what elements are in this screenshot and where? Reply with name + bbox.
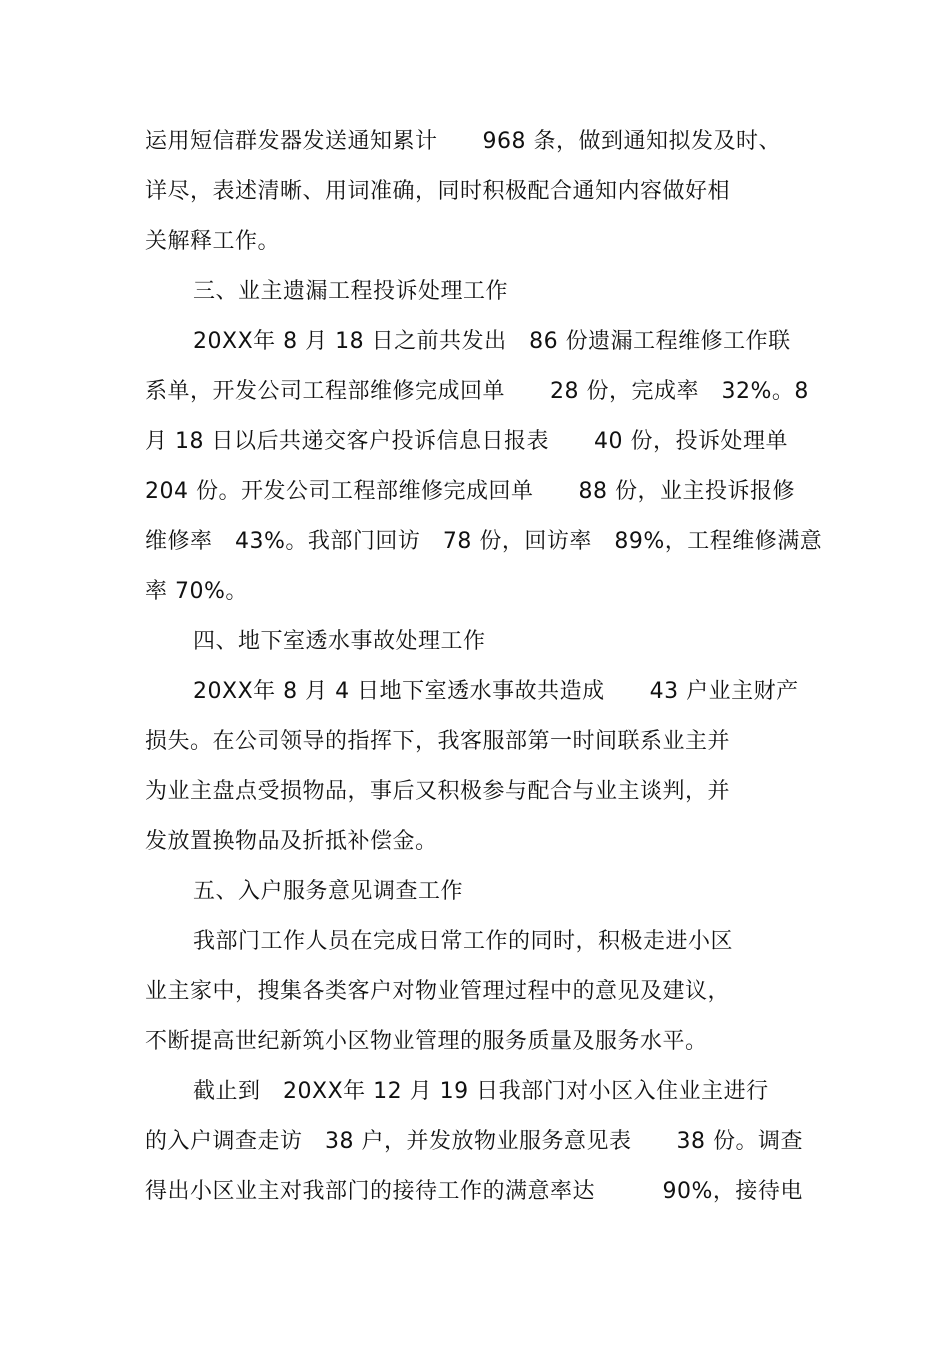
paragraph-line: 发放置换物品及折抵补偿金。 xyxy=(145,829,438,854)
paragraph-line: 截止到 20XX年 12 月 19 日我部门对小区入住业主进行 xyxy=(193,1079,769,1104)
paragraph-line: 的入户调查走访 38 户，并发放物业服务意见表 38 份。调查 xyxy=(145,1129,803,1154)
paragraph-line: 率 70%。 xyxy=(145,579,248,604)
paragraph-line: 不断提高世纪新筑小区物业管理的服务质量及服务水平。 xyxy=(145,1029,708,1054)
section-heading: 四、地下室透水事故处理工作 xyxy=(193,629,486,654)
paragraph-line: 维修率 43%。我部门回访 78 份，回访率 89%，工程维修满意 xyxy=(145,529,823,554)
paragraph-line: 20XX年 8 月 4 日地下室透水事故共造成 43 户业主财产 xyxy=(193,679,799,704)
paragraph-line: 系单，开发公司工程部维修完成回单 28 份，完成率 32%。8 xyxy=(145,379,809,404)
paragraph-line: 204 份。开发公司工程部维修完成回单 88 份，业主投诉报修 xyxy=(145,479,795,504)
paragraph-line: 月 18 日以后共递交客户投诉信息日报表 40 份，投诉处理单 xyxy=(145,429,788,454)
paragraph-line: 得出小区业主对我部门的接待工作的满意率达 90%，接待电 xyxy=(145,1179,803,1204)
paragraph-line: 关解释工作。 xyxy=(145,229,281,254)
paragraph-line: 为业主盘点受损物品，事后又积极参与配合与业主谈判，并 xyxy=(145,779,731,804)
paragraph-line: 损失。在公司领导的指挥下，我客服部第一时间联系业主并 xyxy=(145,729,731,754)
paragraph-line: 我部门工作人员在完成日常工作的同时，积极走进小区 xyxy=(193,929,734,954)
paragraph-line: 运用短信群发器发送通知累计 968 条，做到通知拟发及时、 xyxy=(145,129,781,154)
section-heading: 三、业主遗漏工程投诉处理工作 xyxy=(193,279,509,304)
paragraph-line: 20XX年 8 月 18 日之前共发出 86 份遗漏工程维修工作联 xyxy=(193,329,791,354)
paragraph-line: 详尽，表述清晰、用词准确，同时积极配合通知内容做好相 xyxy=(145,179,731,204)
paragraph-line: 业主家中，搜集各类客户对物业管理过程中的意见及建议， xyxy=(145,979,731,1004)
section-heading: 五、入户服务意见调查工作 xyxy=(193,879,464,904)
